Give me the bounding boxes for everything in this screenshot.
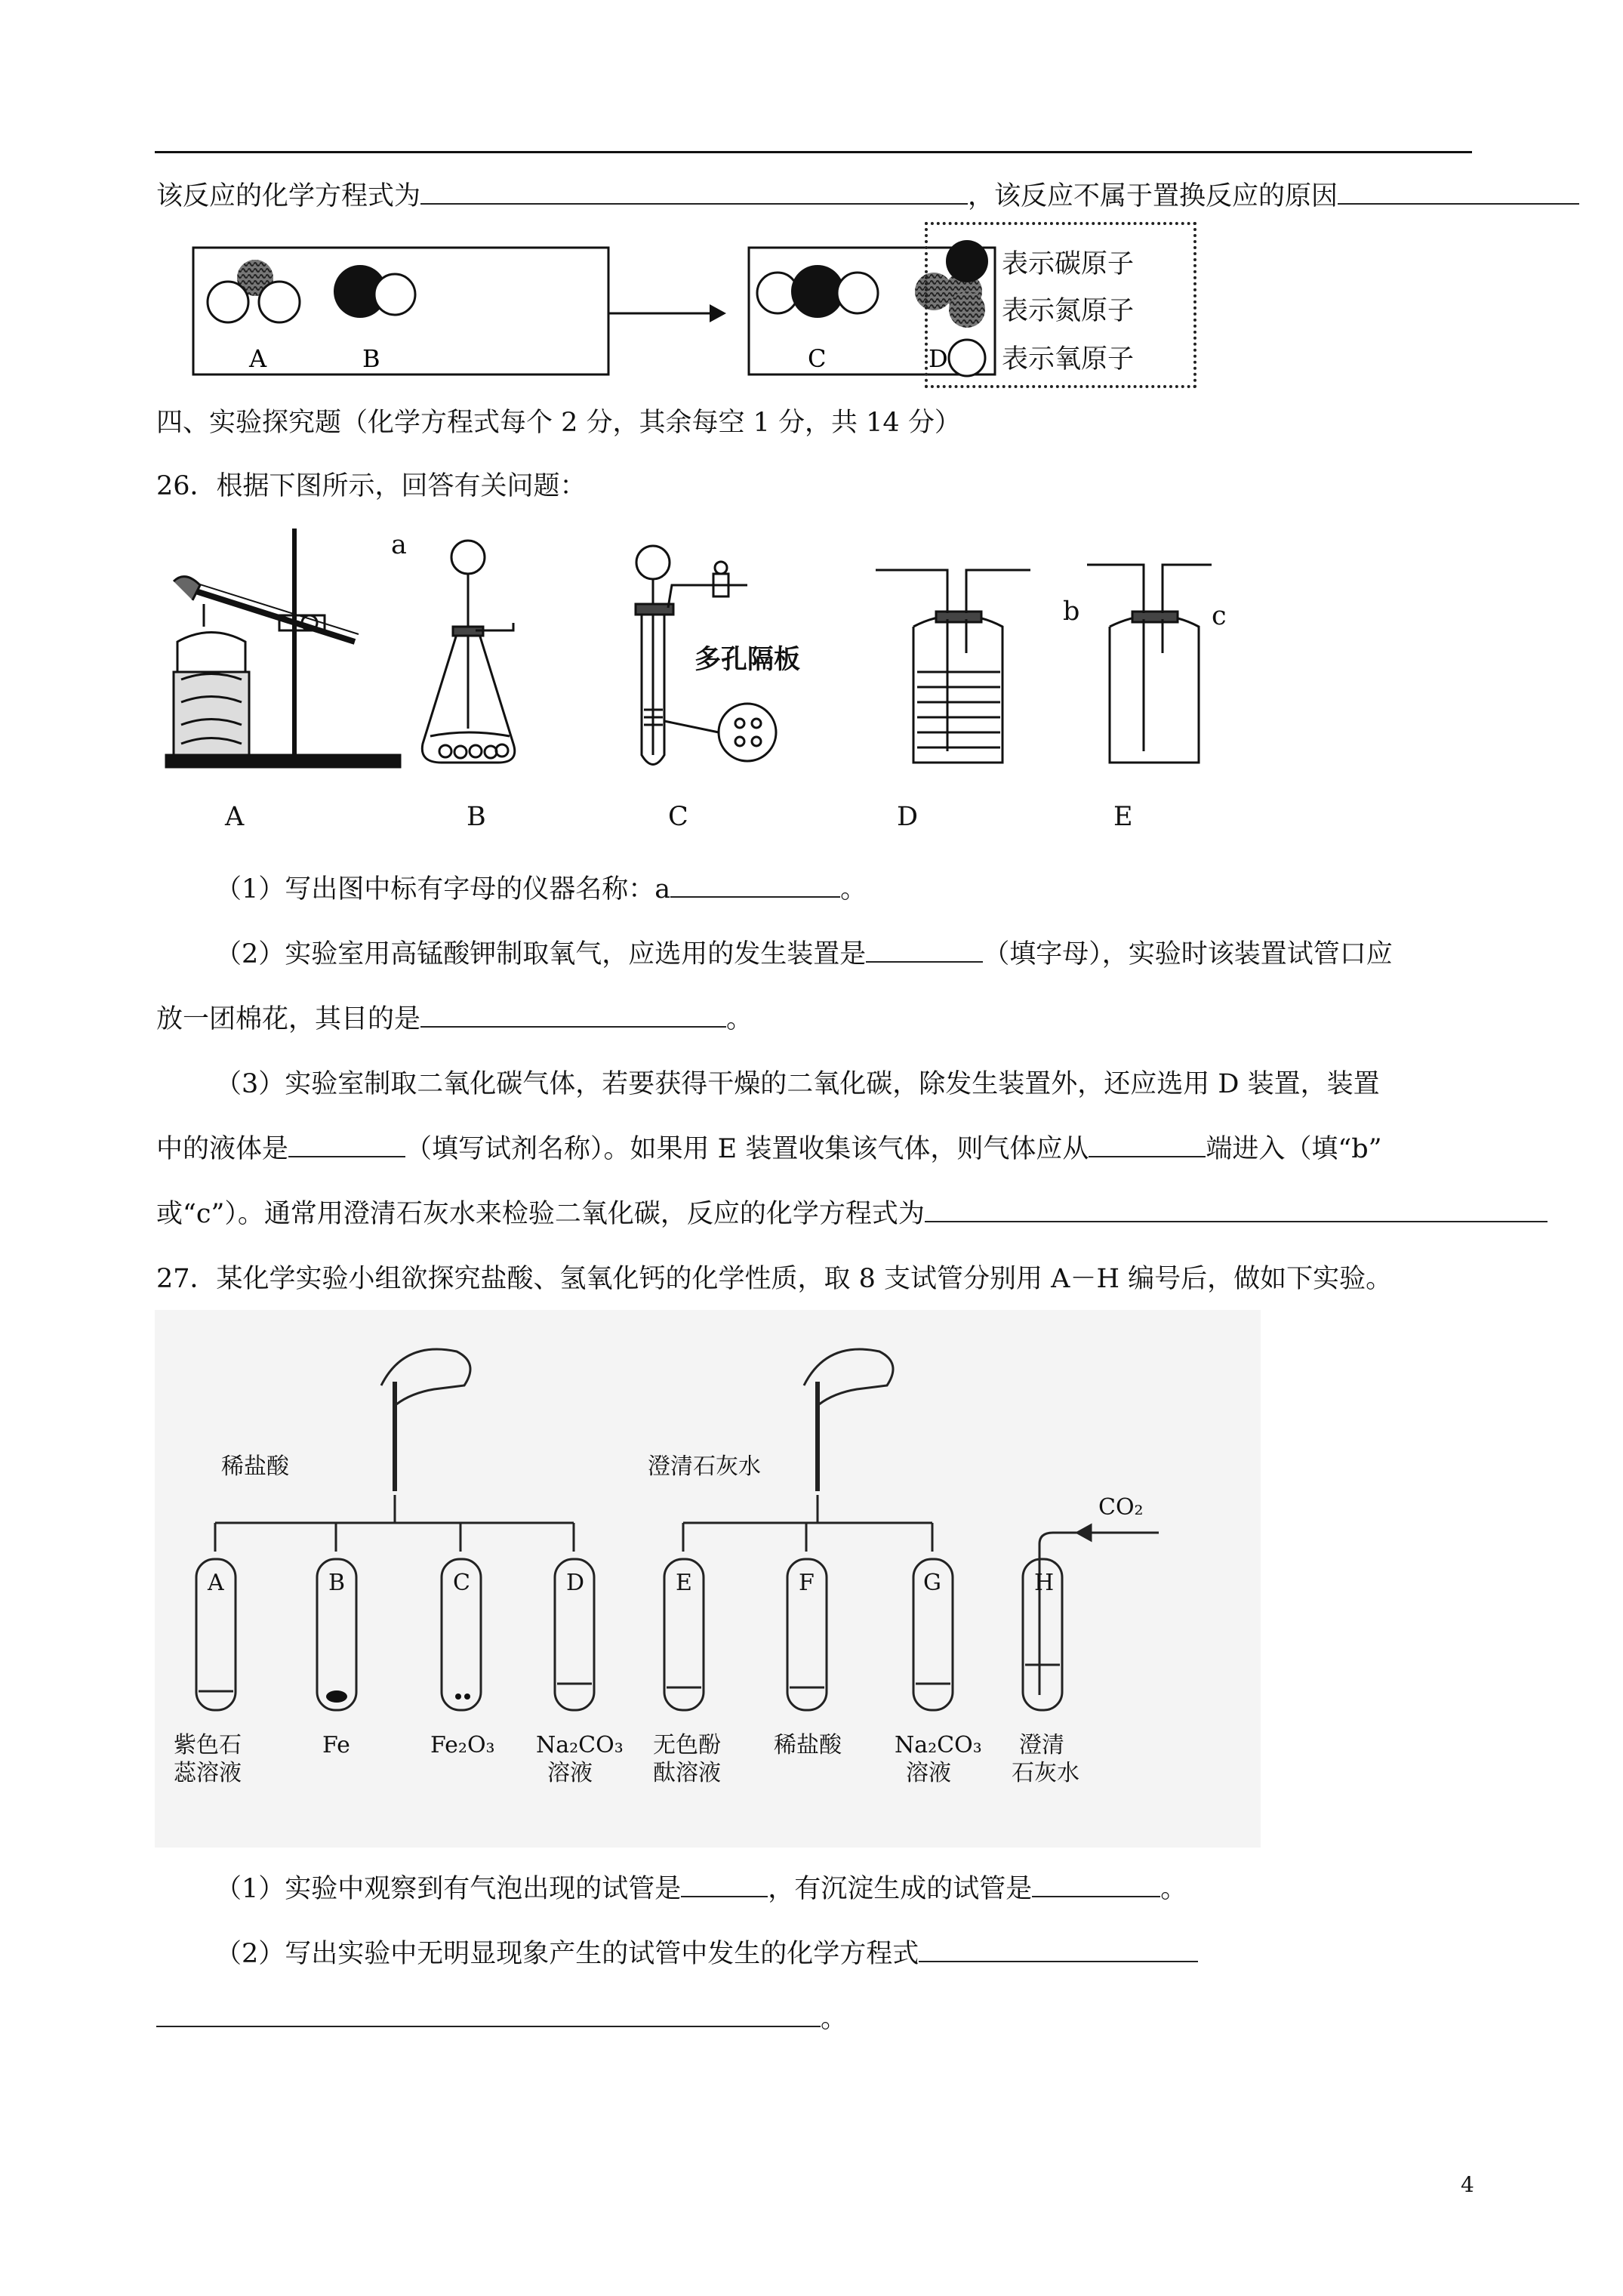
mol-label-c: C xyxy=(808,344,827,373)
section-title: 四、实验探究题（化学方程式每个 2 分，其余每空 1 分，共 14 分） xyxy=(156,408,961,438)
tube-letter: C xyxy=(453,1570,470,1596)
legend-oxygen: 表示氧原子 xyxy=(1002,344,1135,374)
q27-p2-blank-2[interactable] xyxy=(156,2003,821,2027)
tube-letter: E xyxy=(676,1570,692,1596)
q27-p1-blank-2[interactable] xyxy=(1032,1873,1160,1897)
label-a-pointer: a xyxy=(391,530,407,560)
q26-part2-line2 xyxy=(156,1003,753,1036)
porous-plate-label: 多孔隔板 xyxy=(694,644,801,675)
q26-p3-text-d: 端进入（填“b” xyxy=(1206,1134,1382,1164)
atom-legend xyxy=(925,222,1196,388)
q26-p2-text-c: 放一团棉花，其目的是 xyxy=(156,1004,421,1034)
tube-letter: H xyxy=(1034,1570,1055,1596)
header-rule xyxy=(155,151,1472,153)
tube-letter: B xyxy=(328,1570,346,1596)
tube-caption: 溶液 xyxy=(547,1760,593,1786)
q27-part2 xyxy=(215,1937,1198,1971)
tube-caption: 酞溶液 xyxy=(653,1760,721,1786)
reagent-left-label: 稀盐酸 xyxy=(221,1453,289,1480)
q27-p1-end: 。 xyxy=(1160,1874,1187,1904)
mol-label-b: B xyxy=(362,344,380,373)
oxygen-atom xyxy=(208,282,248,322)
oxygen-atom xyxy=(374,274,415,315)
oxygen-atom xyxy=(259,282,300,322)
carbon-legend-icon xyxy=(946,240,988,282)
apparatus-figure xyxy=(159,529,1253,846)
q26-p2-blank[interactable] xyxy=(866,938,983,963)
q26-p3-blank-2[interactable] xyxy=(1089,1133,1206,1157)
tube-caption: Na₂CO₃ xyxy=(895,1732,982,1758)
tube-letter: G xyxy=(923,1570,941,1596)
oxygen-atom xyxy=(837,273,878,313)
q26-p2-text: （2）实验室用高锰酸钾制取氧气，应选用的发生装置是 xyxy=(215,939,867,969)
q25-text-b: ，该反应不属于置换反应的原因 xyxy=(968,181,1338,211)
app-label-a: A xyxy=(225,802,245,832)
q27-stem: 27．某化学实验小组欲探究盐酸、氢氧化钙的化学性质，取 8 支试管分别用 A－H 编号后，做如下实验。 xyxy=(156,1264,1393,1294)
q27-p1-text: （1）实验中观察到有气泡出现的试管是 xyxy=(215,1874,682,1904)
legend-carbon: 表示碳原子 xyxy=(1002,249,1135,279)
reaction-arrowhead xyxy=(710,304,726,322)
app-label-d: D xyxy=(897,802,919,832)
q26-part3-line3 xyxy=(156,1197,1548,1231)
label-b-port: b xyxy=(1063,596,1080,627)
legend-symbols xyxy=(944,234,990,385)
app-label-e: E xyxy=(1113,802,1133,832)
label-c-port: c xyxy=(1212,601,1227,631)
q26-p3-blank-1[interactable] xyxy=(288,1133,405,1157)
tube-letter: F xyxy=(799,1570,815,1596)
tube-caption: 溶液 xyxy=(906,1760,951,1786)
tube-caption: 稀盐酸 xyxy=(774,1732,842,1758)
fe-solid xyxy=(326,1690,347,1703)
q26-p3-text-e: 或“c”）。通常用澄清石灰水来检验二氧化碳，反应的化学方程式为 xyxy=(156,1199,925,1229)
q26-p1-end: 。 xyxy=(840,874,867,905)
tube-letter: A xyxy=(208,1570,224,1596)
q26-p1-blank[interactable] xyxy=(670,874,840,898)
nitrogen-legend-icon xyxy=(949,291,985,328)
carbon-atom xyxy=(791,265,844,318)
legend-nitrogen: 表示氮原子 xyxy=(1002,296,1135,326)
mol-label-d: D xyxy=(929,344,948,373)
app-label-b: B xyxy=(467,802,486,832)
q27-p2-blank[interactable] xyxy=(919,1938,1198,1962)
q25-text-a: 该反应的化学方程式为 xyxy=(156,181,421,211)
q27-p1-blank-1[interactable] xyxy=(681,1873,768,1897)
q26-part1 xyxy=(215,873,867,906)
tube-caption: 紫色石 xyxy=(174,1732,242,1758)
mol-label-a: A xyxy=(249,344,267,373)
app-label-c: C xyxy=(668,802,688,832)
q25-blank-equation[interactable] xyxy=(420,180,968,205)
tube-caption: Fe₂O₃ xyxy=(430,1732,495,1758)
fe2o3-solid xyxy=(455,1693,461,1700)
apparatus-e xyxy=(1087,565,1212,763)
reagent-right-label: 澄清石灰水 xyxy=(648,1453,761,1480)
apparatus-a xyxy=(166,529,400,767)
tube-letter: D xyxy=(566,1570,585,1596)
q26-stem: 26．根据下图所示，回答有关问题： xyxy=(156,471,587,501)
q27-part2-cont xyxy=(156,2002,847,2036)
apparatus-b xyxy=(422,541,514,763)
tube-caption: 无色酚 xyxy=(653,1732,721,1758)
tube-caption: Fe xyxy=(322,1732,350,1758)
tube-caption: Na₂CO₃ xyxy=(536,1732,624,1758)
q26-p3-text-b: 中的液体是 xyxy=(156,1134,289,1164)
tube-caption: 石灰水 xyxy=(1012,1760,1079,1786)
q26-p1-text: （1）写出图中标有字母的仪器名称：a xyxy=(215,874,671,905)
q26-part3-line2 xyxy=(156,1133,1382,1166)
q26-part3-line1: （3）实验室制取二氧化碳气体，若要获得干燥的二氧化碳，除发生装置外，还应选用 D 装置，装置 xyxy=(215,1069,1380,1099)
q27-p1-text-b: ，有沉淀生成的试管是 xyxy=(768,1874,1033,1904)
q27-p2-text: （2）写出实验中无明显现象产生的试管中发生的化学方程式 xyxy=(215,1939,919,1969)
q26-p3-blank-3[interactable] xyxy=(925,1198,1548,1222)
q26-p2-blank-2[interactable] xyxy=(420,1003,726,1028)
test-tube-figure xyxy=(155,1310,1261,1848)
q26-p2-text-b: （填字母），实验时该装置试管口应 xyxy=(983,939,1393,969)
q27-p2-end: 。 xyxy=(821,2004,848,2034)
co2-label: CO₂ xyxy=(1098,1494,1144,1521)
q26-p2-end: 。 xyxy=(726,1004,753,1034)
apparatus-d xyxy=(876,570,1030,763)
tube-caption: 澄清 xyxy=(1019,1732,1064,1758)
q25-blank-reason[interactable] xyxy=(1338,180,1579,205)
q27-part1 xyxy=(215,1872,1187,1906)
oxygen-legend-icon xyxy=(949,340,985,376)
tube-caption: 蕊溶液 xyxy=(174,1760,242,1786)
q25-equation-line xyxy=(156,180,1579,213)
page-number: 4 xyxy=(1461,2172,1474,2197)
q26-part2-line1 xyxy=(215,938,1393,971)
q26-p3-text-c: （填写试剂名称）。如果用 E 装置收集该气体，则气体应从 xyxy=(405,1134,1089,1164)
